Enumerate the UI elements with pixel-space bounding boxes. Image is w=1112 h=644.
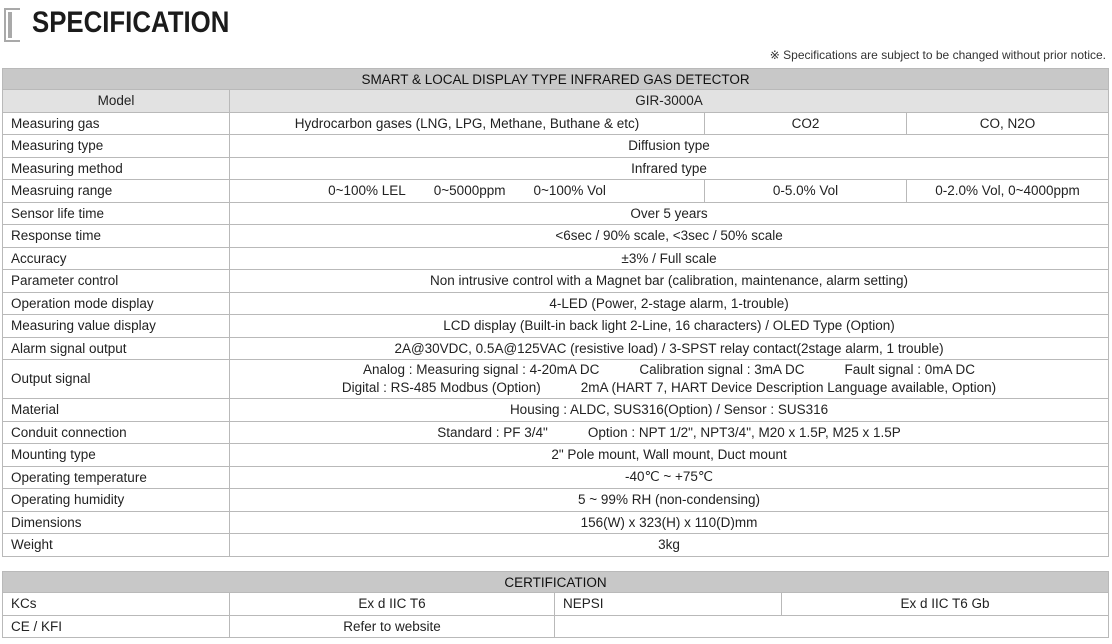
row-label: Parameter control — [3, 270, 230, 293]
cert-banner-row — [3, 572, 1109, 593]
row-label: Operating temperature — [3, 466, 230, 489]
table-row — [3, 489, 1109, 512]
table-row — [3, 421, 1109, 444]
row-value: Diffusion type — [230, 135, 1109, 158]
change-notice: ※ Specifications are subject to be changed without prior notice. — [769, 48, 1106, 62]
row-value: -40℃ ~ +75℃ — [230, 466, 1109, 489]
certification-table — [2, 571, 1109, 638]
range-hydrocarbon — [230, 180, 705, 203]
table-row — [3, 180, 1109, 203]
row-label: Output signal — [3, 360, 230, 399]
gas-hydrocarbon: Hydrocarbon gases (LNG, LPG, Methane, Buthane & etc) — [230, 112, 705, 135]
conduit-value — [230, 421, 1109, 444]
gas-co-n2o: CO, N2O — [907, 112, 1109, 135]
range-ppm: 0~5000ppm — [433, 183, 506, 199]
row-label: Response time — [3, 225, 230, 248]
spec-banner: SMART & LOCAL DISPLAY TYPE INFRARED GAS DETECTOR — [3, 69, 1109, 90]
conduit-standard: Standard : PF 3/4" — [437, 424, 548, 440]
row-label: Alarm signal output — [3, 337, 230, 360]
title-bracket-icon — [4, 8, 20, 42]
table-row — [3, 292, 1109, 315]
row-label: Measuring value display — [3, 315, 230, 338]
row-value: 3kg — [230, 534, 1109, 557]
output-analog-line — [238, 361, 1100, 379]
table-row — [3, 534, 1109, 557]
range-vol: 0~100% Vol — [533, 183, 606, 199]
table-row — [3, 593, 1109, 616]
table-row — [3, 399, 1109, 422]
row-value: LCD display (Built-in back light 2-Line, 16 characters) / OLED Type (Option) — [230, 315, 1109, 338]
cert-banner: CERTIFICATION — [3, 572, 1109, 593]
row-label: Accuracy — [3, 247, 230, 270]
model-label: Model — [3, 90, 230, 113]
output-calibration: Calibration signal : 3mA DC — [639, 362, 805, 377]
row-label: Measruing range — [3, 180, 230, 203]
row-value: 5 ~ 99% RH (non-condensing) — [230, 489, 1109, 512]
table-row — [3, 511, 1109, 534]
range-co: 0-2.0% Vol, 0~4000ppm — [907, 180, 1109, 203]
table-row — [3, 466, 1109, 489]
cert-value: Refer to website — [230, 615, 555, 638]
table-row — [3, 157, 1109, 180]
row-label: Weight — [3, 534, 230, 557]
row-value: 2A@30VDC, 0.5A@125VAC (resistive load) / 3-SPST relay contact(2stage alarm, 1 trouble) — [230, 337, 1109, 360]
range-co2: 0-5.0% Vol — [705, 180, 907, 203]
empty-cell — [555, 615, 1109, 638]
range-lel: 0~100% LEL — [328, 183, 406, 199]
row-label: Measuring method — [3, 157, 230, 180]
table-row — [3, 225, 1109, 248]
output-digital-line — [238, 379, 1100, 397]
row-label: Measuring gas — [3, 112, 230, 135]
cert-value: Ex d IIC T6 — [230, 593, 555, 616]
table-row — [3, 270, 1109, 293]
output-fault: Fault signal : 0mA DC — [844, 362, 976, 377]
row-value: Over 5 years — [230, 202, 1109, 225]
row-label: Mounting type — [3, 444, 230, 467]
cert-label: NEPSI — [555, 593, 782, 616]
row-value: 156(W) x 323(H) x 110(D)mm — [230, 511, 1109, 534]
table-row — [3, 337, 1109, 360]
output-hart: 2mA (HART 7, HART Device Description Language available, Option) — [580, 380, 997, 395]
row-label: Operation mode display — [3, 292, 230, 315]
model-value: GIR-3000A — [230, 90, 1109, 113]
row-value: 4-LED (Power, 2-stage alarm, 1-trouble) — [230, 292, 1109, 315]
row-label: Conduit connection — [3, 421, 230, 444]
row-value: Non intrusive control with a Magnet bar (calibration, maintenance, alarm setting) — [230, 270, 1109, 293]
conduit-option: Option : NPT 1/2", NPT3/4", M20 x 1.5P, M25 x 1.5P — [587, 424, 901, 440]
row-value: ±3% / Full scale — [230, 247, 1109, 270]
row-value: Housing : ALDC, SUS316(Option) / Sensor : SUS316 — [230, 399, 1109, 422]
model-row — [3, 90, 1109, 113]
output-signal-value — [230, 360, 1109, 399]
row-value: 2" Pole mount, Wall mount, Duct mount — [230, 444, 1109, 467]
table-row — [3, 202, 1109, 225]
table-row — [3, 112, 1109, 135]
row-value: <6sec / 90% scale, <3sec / 50% scale — [230, 225, 1109, 248]
specification-table — [2, 68, 1109, 557]
row-value: Infrared type — [230, 157, 1109, 180]
table-row — [3, 135, 1109, 158]
table-row — [3, 360, 1109, 399]
table-row — [3, 247, 1109, 270]
cert-label: CE / KFI — [3, 615, 230, 638]
table-row — [3, 315, 1109, 338]
gas-co2: CO2 — [705, 112, 907, 135]
row-label: Material — [3, 399, 230, 422]
output-digital: Digital : RS-485 Modbus (Option) — [341, 380, 541, 395]
row-label: Dimensions — [3, 511, 230, 534]
output-analog: Analog : Measuring signal : 4-20mA DC — [363, 362, 600, 377]
row-label: Sensor life time — [3, 202, 230, 225]
row-label: Operating humidity — [3, 489, 230, 512]
page-title: SPECIFICATION — [32, 6, 230, 39]
cert-label: KCs — [3, 593, 230, 616]
table-row — [3, 444, 1109, 467]
spec-banner-row — [3, 69, 1109, 90]
cert-value: Ex d IIC T6 Gb — [782, 593, 1109, 616]
row-label: Measuring type — [3, 135, 230, 158]
table-row — [3, 615, 1109, 638]
